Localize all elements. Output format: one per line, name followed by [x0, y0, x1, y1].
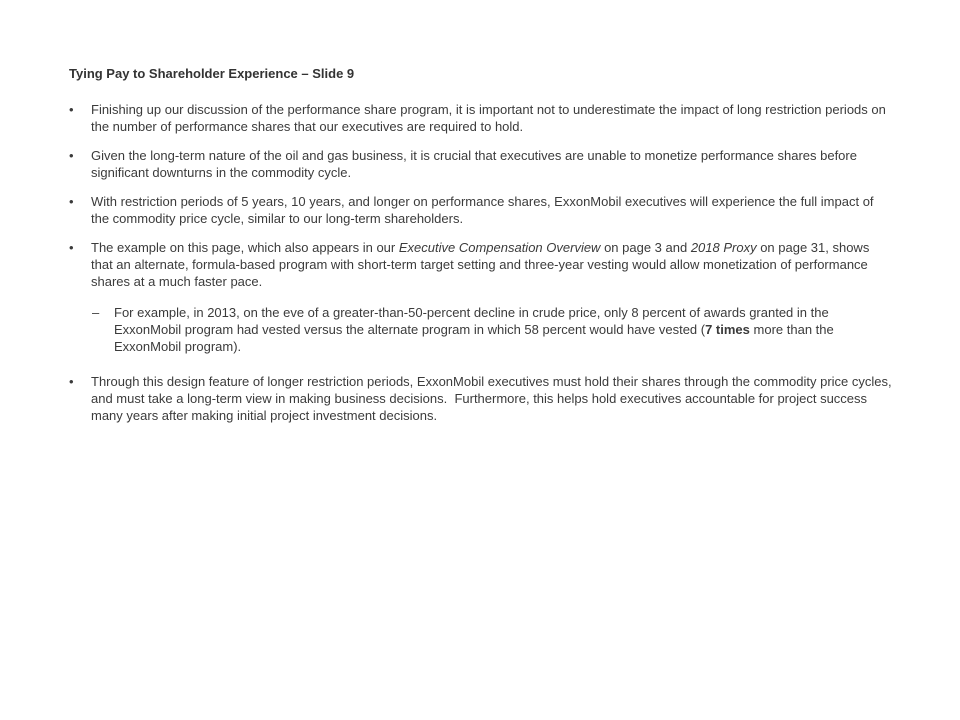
page-title: Tying Pay to Shareholder Experience – Slide 9 [69, 66, 355, 81]
sub-bullet-item [92, 304, 894, 355]
bullet-marker: • [69, 194, 74, 209]
bullet-text: Through this design feature of longer restriction periods, ExxonMobil executives must hold their shares through the commodity price cycles, and must take a long-term view in making business decisions. Furthermore, this helps hold executives accountable for project success many years after making initial project investment decisions. [91, 374, 892, 423]
bullet-text: Given the long-term nature of the oil and gas business, it is crucial that executives are unable to monetize performance shares before significant downturns in the commodity cycle. [91, 148, 857, 180]
bullet-item [69, 101, 894, 135]
bullet-text: The example on this page, which also appears in our Executive Compensation Overview on page 3 and 2018 Proxy on page 31, shows that an alternate, formula-based program with short-term target setting and three-year vesting would allow monetization of performance shares at a much faster pace. [91, 240, 870, 289]
bullet-marker: • [69, 240, 74, 255]
bullet-item [69, 193, 894, 227]
sub-bullet-marker: – [92, 305, 100, 320]
bullet-item [69, 147, 894, 181]
bullet-marker: • [69, 102, 74, 117]
sub-bullet-text: For example, in 2013, on the eve of a greater-than-50-percent decline in crude price, only 8 percent of awards granted in the ExxonMobil program had vested versus the alternate program in which 58 percent would have vested (7 times more than the ExxonMobil program). [114, 305, 834, 354]
bullet-marker: • [69, 374, 74, 389]
bullet-text: Finishing up our discussion of the performance share program, it is important not to underestimate the impact of long restriction periods on the number of performance shares that our executives are required to hold. [91, 102, 886, 134]
bullet-text: With restriction periods of 5 years, 10 years, and longer on performance shares, ExxonMobil executives will experience the full impact of the commodity price cycle, similar to our long-term shareholders. [91, 194, 874, 226]
bullet-marker: • [69, 148, 74, 163]
bullet-item [69, 373, 894, 424]
bullet-item [69, 239, 894, 290]
